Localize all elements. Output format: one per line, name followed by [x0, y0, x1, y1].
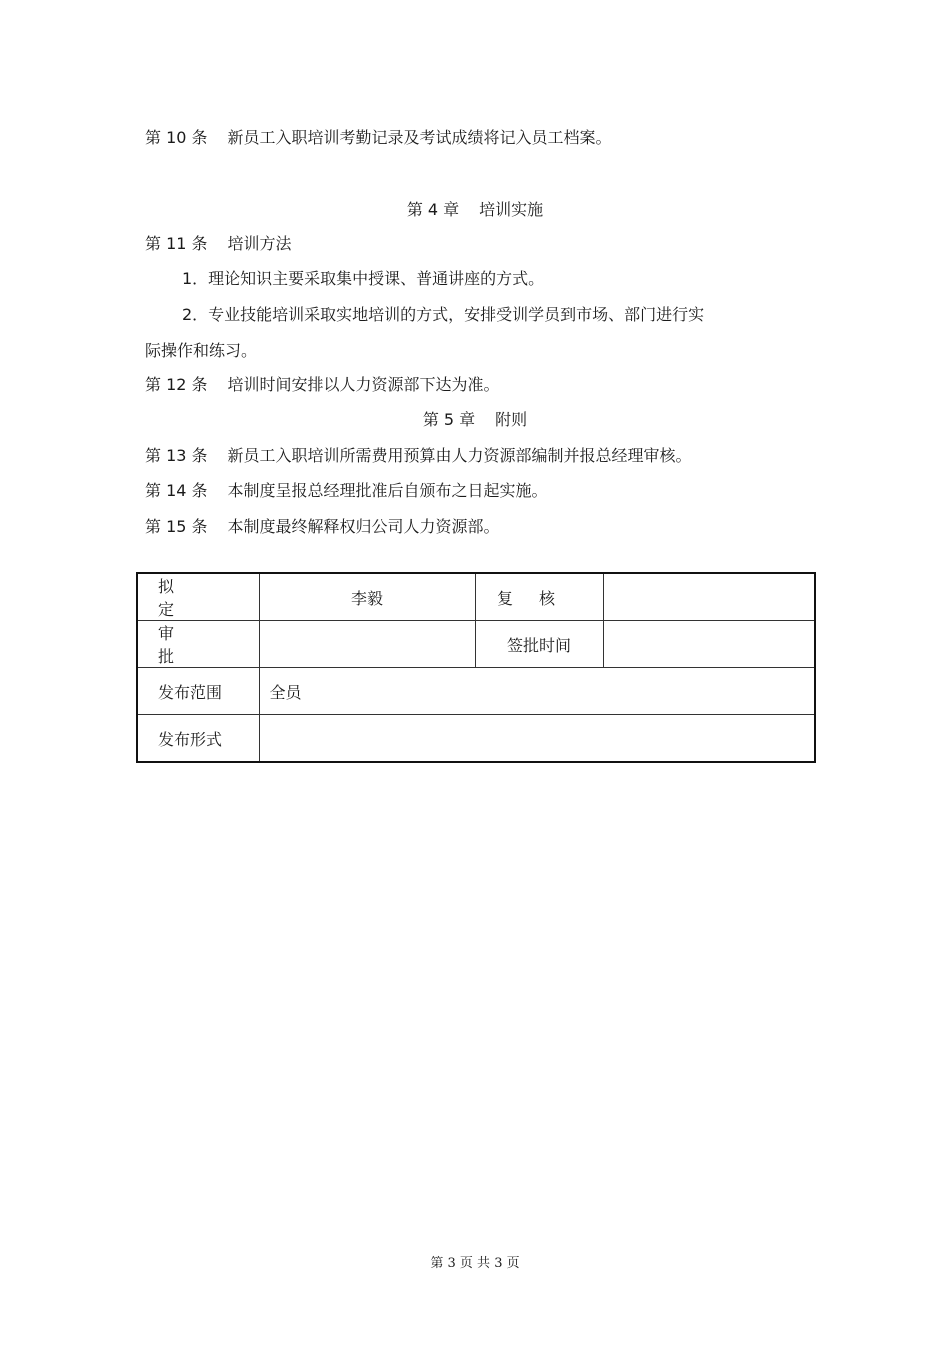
approve-value	[259, 621, 475, 668]
review-value	[603, 573, 815, 621]
scope-label: 发布范围	[137, 668, 259, 715]
article-number: 第 14 条	[145, 481, 208, 500]
article-11-item-1: 1．理论知识主要采取集中授课、普通讲座的方式。	[182, 269, 545, 288]
signoff-row-form	[137, 715, 815, 763]
article-number: 第 13 条	[145, 446, 208, 465]
article-10	[145, 128, 612, 148]
review-label: 复核	[475, 573, 603, 621]
article-11-item-2-line-1: 2．专业技能培训采取实地培训的方式，安排受训学员到市场、部门进行实	[182, 305, 705, 324]
article-number: 第 10 条	[145, 128, 208, 147]
signoff-table	[136, 572, 816, 763]
chapter-title: 附则	[495, 410, 528, 429]
approve-label: 审批	[137, 621, 259, 668]
article-11-item-2-line-2: 际操作和练习。	[145, 341, 258, 360]
article-13	[145, 446, 692, 466]
chapter-5-heading	[0, 410, 950, 430]
article-number: 第 11 条	[145, 234, 208, 253]
article-text: 本制度呈报总经理批准后自颁布之日起实施。	[227, 481, 548, 500]
approve-time-value	[603, 621, 815, 668]
article-number: 第 12 条	[145, 375, 208, 394]
chapter-number: 第 4 章	[406, 200, 460, 219]
article-12	[145, 375, 500, 395]
article-text: 新员工入职培训考勤记录及考试成绩将记入员工档案。	[227, 128, 612, 147]
chapter-number: 第 5 章	[422, 410, 476, 429]
form-label: 发布形式	[137, 715, 259, 763]
article-text: 培训时间安排以人力资源部下达为准。	[227, 375, 500, 394]
signoff-row-approve	[137, 621, 815, 668]
article-text: 新员工入职培训所需费用预算由人力资源部编制并报总经理审核。	[227, 446, 692, 465]
scope-value: 全员	[259, 668, 815, 715]
article-15	[145, 517, 500, 537]
article-text: 本制度最终解释权归公司人力资源部。	[227, 517, 500, 536]
approve-time-label: 签批时间	[475, 621, 603, 668]
chapter-title: 培训实施	[479, 200, 544, 219]
signoff-row-scope	[137, 668, 815, 715]
article-text: 培训方法	[227, 234, 292, 253]
form-value	[259, 715, 815, 763]
article-number: 第 15 条	[145, 517, 208, 536]
chapter-4-heading	[0, 200, 950, 220]
drafted-label: 拟定	[137, 573, 259, 621]
signoff-row-draft	[137, 573, 815, 621]
page-footer: 第 3 页 共 3 页	[430, 1256, 520, 1271]
article-14	[145, 481, 548, 501]
article-11	[145, 234, 292, 254]
drafted-value: 李毅	[259, 573, 475, 621]
